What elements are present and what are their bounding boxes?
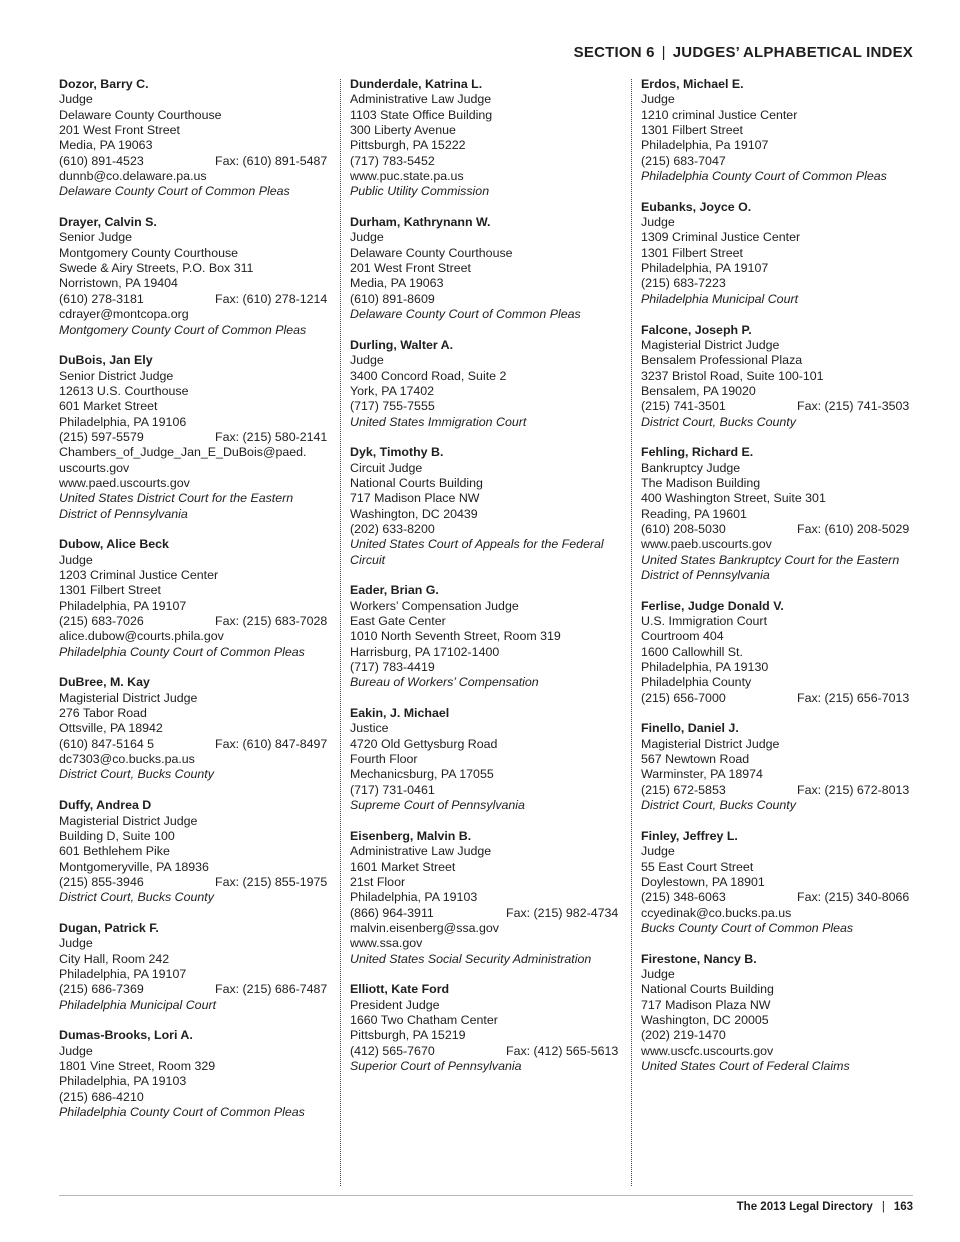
address-line: 1301 Filbert Street — [641, 245, 743, 260]
address-line: Judge — [59, 552, 93, 567]
address-line: Montgomery County Courthouse — [59, 245, 239, 260]
address-line: Bensalem Professional Plaza — [641, 353, 803, 368]
phone-row — [59, 1090, 334, 1105]
court-name: Delaware County Court of Common Pleas — [59, 184, 290, 199]
judge-entry — [641, 829, 916, 936]
address-line: Justice — [350, 721, 389, 736]
phone-number: (717) 731-0461 — [350, 782, 435, 797]
phone-number: (215) 683-7047 — [641, 153, 726, 168]
fax-number: Fax: (610) 208-5029 — [797, 521, 910, 536]
contact-line: www.paeb.uscourts.gov — [641, 537, 772, 552]
address-line: 1203 Criminal Justice Center — [59, 568, 219, 582]
phone-row — [59, 154, 334, 169]
fax-number: Fax: (215) 656-7013 — [797, 690, 910, 705]
address-line: City Hall, Room 242 — [59, 951, 170, 966]
address-line: Philadelphia, PA 19107 — [59, 598, 187, 613]
address-line: U.S. Immigration Court — [641, 614, 768, 629]
judge-entry — [350, 829, 625, 967]
address-line: Harrisburg, PA 17102-1400 — [350, 644, 500, 659]
court-name: District Court, Bucks County — [59, 767, 214, 782]
phone-row — [350, 783, 625, 798]
address-line: Swede & Airy Streets, P.O. Box 311 — [59, 261, 254, 276]
fax-number: Fax: (215) 340-8066 — [797, 890, 910, 905]
court-name: District Court, Bucks County — [641, 798, 796, 813]
court-name: Superior Court of Pennsylvania — [350, 1059, 522, 1073]
judge-name: Eakin, J. Michael — [350, 706, 450, 721]
address-line: Philadelphia, PA 19130 — [641, 660, 769, 675]
address-line: 12613 U.S. Courthouse — [59, 383, 189, 398]
phone-row — [350, 522, 625, 537]
judge-name: Eisenberg, Malvin B. — [350, 828, 472, 843]
fax-number: Fax: (215) 672-8013 — [797, 782, 910, 797]
judge-name: Finello, Daniel J. — [641, 721, 739, 736]
judge-entry — [350, 445, 625, 568]
section-label: SECTION 6 — [573, 44, 655, 61]
address-line: Magisterial District Judge — [59, 690, 198, 705]
phone-row — [59, 614, 334, 629]
judge-entry — [59, 1028, 334, 1120]
judge-entry — [641, 445, 916, 583]
judge-name: Duffy, Andrea D — [59, 798, 152, 813]
court-name: United States Immigration Court — [350, 414, 527, 429]
court-name: United States Court of Federal Claims — [641, 1059, 850, 1073]
address-line: Norristown, PA 19404 — [59, 276, 178, 291]
address-line: 567 Newtown Road — [641, 752, 750, 767]
address-line: Workers’ Compensation Judge — [350, 598, 519, 613]
court-name: Supreme Court of Pennsylvania — [350, 798, 525, 813]
judge-entry — [59, 353, 334, 522]
judge-entry — [350, 338, 625, 430]
address-line: Judge — [350, 353, 384, 368]
address-line: 1103 State Office Building — [350, 107, 493, 122]
address-line: Media, PA 19063 — [350, 276, 444, 291]
fax-number: Fax: (215) 855-1975 — [215, 874, 328, 889]
address-line: 1601 Market Street — [350, 859, 456, 874]
phone-row — [59, 875, 334, 890]
phone-row — [59, 982, 334, 997]
judge-name: Eubanks, Joyce O. — [641, 199, 752, 214]
phone-row — [641, 522, 916, 537]
address-line: Judge — [641, 92, 675, 107]
fax-number: Fax: (412) 565-5613 — [506, 1043, 619, 1058]
directory-column-1 — [59, 77, 334, 1136]
fax-number: Fax: (610) 278-1214 — [215, 291, 328, 306]
address-line: Judge — [641, 844, 675, 859]
section-header — [574, 44, 913, 61]
judge-name: Durling, Walter A. — [350, 337, 454, 352]
address-line: Mechanicsburg, PA 17055 — [350, 767, 494, 782]
phone-row — [59, 737, 334, 752]
judge-entry — [641, 721, 916, 813]
address-line: 201 West Front Street — [59, 123, 180, 138]
address-line: Administrative Law Judge — [350, 92, 492, 107]
judge-name: Dumas-Brooks, Lori A. — [59, 1028, 193, 1043]
judge-name: Dyk, Timothy B. — [350, 445, 444, 460]
judge-entry — [641, 952, 916, 1075]
phone-number: (215) 686-4210 — [59, 1089, 144, 1104]
judge-entry — [350, 583, 625, 690]
phone-number: (610) 208-5030 — [641, 521, 726, 536]
section-title: JUDGES’ ALPHABETICAL INDEX — [672, 44, 913, 61]
address-line: 201 West Front Street — [350, 261, 471, 276]
court-name: United States Court of Appeals for the Federal Circuit — [350, 537, 604, 567]
address-line: Magisterial District Judge — [641, 337, 780, 352]
judge-entry — [59, 77, 334, 200]
phone-row — [641, 276, 916, 291]
court-name: Bucks County Court of Common Pleas — [641, 920, 854, 935]
address-line: President Judge — [350, 997, 440, 1012]
judge-entry — [641, 77, 916, 184]
phone-number: (215) 683-7223 — [641, 276, 726, 291]
phone-number: (215) 348-6063 — [641, 890, 726, 905]
phone-number: (866) 964-3911 — [350, 905, 434, 920]
judge-name: Finley, Jeffrey L. — [641, 828, 738, 843]
phone-number: (717) 755-7555 — [350, 399, 435, 414]
court-name: District Court, Bucks County — [59, 890, 214, 905]
footer-separator: | — [881, 1201, 885, 1213]
contact-line: uscourts.gov — [59, 460, 130, 475]
footer-rule — [59, 1195, 913, 1196]
address-line: Fourth Floor — [350, 752, 418, 767]
phone-number: (215) 686-7369 — [59, 982, 144, 997]
address-line: Doylestown, PA 18901 — [641, 874, 765, 889]
phone-row — [641, 154, 916, 169]
judge-name: Dubow, Alice Beck — [59, 537, 169, 552]
page-footer — [737, 1201, 913, 1213]
address-line: 1309 Criminal Justice Center — [641, 230, 801, 245]
phone-row — [641, 783, 916, 798]
contact-line: cdrayer@montcopa.org — [59, 307, 189, 322]
phone-number: (717) 783-4419 — [350, 660, 435, 675]
address-line: 717 Madison Place NW — [350, 491, 480, 506]
address-line: 1010 North Seventh Street, Room 319 — [350, 629, 561, 644]
address-line: 300 Liberty Avenue — [350, 123, 456, 138]
judge-entry — [350, 982, 625, 1074]
address-line: Reading, PA 19601 — [641, 506, 747, 521]
address-line: Courtroom 404 — [641, 629, 724, 644]
address-line: Philadelphia, PA 19103 — [350, 890, 478, 905]
phone-row — [350, 660, 625, 675]
phone-number: (717) 783-5452 — [350, 153, 435, 168]
contact-line: www.paed.uscourts.gov — [59, 475, 190, 490]
judge-entry — [59, 798, 334, 905]
phone-number: (610) 847-5164 5 — [59, 736, 155, 751]
phone-row — [350, 906, 625, 921]
phone-number: (610) 278-3181 — [59, 291, 144, 306]
address-line: 276 Tabor Road — [59, 706, 147, 721]
address-line: Magisterial District Judge — [59, 813, 198, 828]
court-name: Bureau of Workers’ Compensation — [350, 675, 539, 690]
address-line: Philadelphia, PA 19107 — [59, 966, 187, 981]
address-line: East Gate Center — [350, 614, 446, 629]
judge-entry — [59, 921, 334, 1013]
address-line: Ottsville, PA 18942 — [59, 721, 163, 736]
court-name: Philadelphia Municipal Court — [641, 291, 799, 306]
address-line: Washington, DC 20439 — [350, 506, 478, 521]
address-line: National Courts Building — [350, 475, 483, 490]
court-name: United States Bankruptcy Court for the Eastern District of Pennsylvania — [641, 552, 900, 582]
judge-entry — [350, 77, 625, 200]
judge-name: Erdos, Michael E. — [641, 77, 744, 91]
fax-number: Fax: (215) 580-2141 — [215, 429, 328, 444]
phone-row — [350, 399, 625, 414]
court-name: Delaware County Court of Common Pleas — [350, 307, 581, 322]
address-line: 717 Madison Plaza NW — [641, 997, 771, 1012]
phone-number: (202) 219-1470 — [641, 1028, 726, 1043]
address-line: Media, PA 19063 — [59, 138, 153, 153]
address-line: York, PA 17402 — [350, 383, 435, 398]
court-name: Public Utility Commission — [350, 184, 490, 199]
address-line: Circuit Judge — [350, 460, 423, 475]
address-line: Philadelphia, PA 19106 — [59, 414, 187, 429]
address-line: Philadelphia County — [641, 675, 752, 690]
phone-number: (610) 891-4523 — [59, 153, 144, 168]
judge-name: Eader, Brian G. — [350, 583, 439, 598]
address-line: Pittsburgh, PA 15219 — [350, 1028, 466, 1043]
page-number: 163 — [893, 1201, 913, 1213]
address-line: Administrative Law Judge — [350, 844, 492, 859]
address-line: Philadelphia, Pa 19107 — [641, 138, 769, 153]
publication-title: The 2013 Legal Directory — [736, 1201, 873, 1213]
judge-name: Dugan, Patrick F. — [59, 920, 159, 935]
court-name: Philadelphia County Court of Common Pleas — [59, 644, 305, 659]
address-line: Judge — [641, 215, 675, 230]
address-line: Bensalem, PA 19020 — [641, 383, 756, 398]
address-line: 3400 Concord Road, Suite 2 — [350, 368, 507, 383]
judge-name: Falcone, Joseph P. — [641, 322, 752, 337]
address-line: Pittsburgh, PA 15222 — [350, 138, 466, 153]
phone-number: (215) 597-5579 — [59, 429, 144, 444]
address-line: Senior Judge — [59, 230, 133, 245]
phone-number: (215) 656-7000 — [641, 690, 726, 705]
address-line: Philadelphia, PA 19107 — [641, 261, 769, 276]
phone-row — [350, 154, 625, 169]
address-line: Judge — [59, 936, 93, 951]
fax-number: Fax: (215) 683-7028 — [215, 614, 328, 629]
fax-number: Fax: (215) 741-3503 — [797, 399, 910, 414]
judge-entry — [350, 215, 625, 322]
contact-line: www.puc.state.pa.us — [350, 169, 464, 184]
judge-entry — [641, 599, 916, 706]
judge-name: Dunderdale, Katrina L. — [350, 77, 483, 91]
judge-entry — [641, 323, 916, 430]
court-name: Philadelphia Municipal Court — [59, 997, 217, 1012]
phone-row — [641, 890, 916, 905]
address-line: Judge — [350, 230, 384, 245]
phone-row — [641, 691, 916, 706]
address-line: Judge — [59, 92, 93, 107]
fax-number: Fax: (610) 847-8497 — [215, 736, 328, 751]
column-divider — [340, 79, 341, 1186]
court-name: United States Social Security Administration — [350, 951, 592, 966]
address-line: 601 Bethlehem Pike — [59, 844, 170, 859]
address-line: 21st Floor — [350, 874, 406, 889]
fax-number: Fax: (215) 982-4734 — [506, 905, 619, 920]
phone-number: (215) 741-3501 — [641, 399, 726, 414]
directory-column-3 — [641, 77, 916, 1090]
directory-column-2 — [350, 77, 625, 1090]
phone-number: (202) 633-8200 — [350, 521, 435, 536]
judge-entry — [59, 537, 334, 660]
court-name: United States District Court for the Eastern District of Pennsylvania — [59, 491, 294, 521]
phone-number: (215) 855-3946 — [59, 874, 144, 889]
address-line: National Courts Building — [641, 982, 774, 997]
court-name: Montgomery County Court of Common Pleas — [59, 322, 307, 337]
address-line: Washington, DC 20005 — [641, 1012, 769, 1027]
address-line: Delaware County Courthouse — [59, 107, 222, 122]
address-line: Judge — [641, 966, 675, 981]
address-line: Delaware County Courthouse — [350, 245, 513, 260]
address-line: 1301 Filbert Street — [641, 123, 743, 138]
address-line: 1210 criminal Justice Center — [641, 107, 798, 122]
judge-name: DuBois, Jan Ely — [59, 353, 153, 368]
judge-name: Elliott, Kate Ford — [350, 982, 450, 997]
contact-line: alice.dubow@courts.phila.gov — [59, 629, 224, 644]
address-line: 1660 Two Chatham Center — [350, 1012, 498, 1027]
address-line: Montgomeryville, PA 18936 — [59, 859, 209, 874]
judge-entry — [641, 200, 916, 307]
phone-row — [59, 292, 334, 307]
address-line: Warminster, PA 18974 — [641, 767, 763, 782]
judge-name: Ferlise, Judge Donald V. — [641, 598, 784, 613]
address-line: Judge — [59, 1043, 93, 1058]
phone-row — [350, 292, 625, 307]
fax-number: Fax: (610) 891-5487 — [215, 153, 328, 168]
address-line: 55 East Court Street — [641, 859, 754, 874]
court-name: Philadelphia County Court of Common Pleas — [59, 1105, 305, 1120]
judge-name: Drayer, Calvin S. — [59, 215, 157, 230]
court-name: District Court, Bucks County — [641, 414, 796, 429]
contact-line: Chambers_of_Judge_Jan_E_DuBois@paed. — [59, 445, 307, 460]
phone-number: (215) 683-7026 — [59, 614, 144, 629]
contact-line: malvin.eisenberg@ssa.gov — [350, 920, 499, 935]
phone-number: (412) 565-7670 — [350, 1043, 435, 1058]
address-line: 1301 Filbert Street — [59, 583, 161, 598]
address-line: 601 Market Street — [59, 399, 158, 414]
address-line: Bankruptcy Judge — [641, 460, 741, 475]
address-line: The Madison Building — [641, 475, 761, 490]
contact-line: www.uscfc.uscourts.gov — [641, 1043, 774, 1058]
judge-name: Durham, Kathrynann W. — [350, 215, 491, 230]
judge-name: DuBree, M. Kay — [59, 675, 150, 690]
judge-entry — [59, 215, 334, 338]
phone-number: (610) 891-8609 — [350, 291, 435, 306]
judge-name: Dozor, Barry C. — [59, 77, 149, 91]
address-line: Senior District Judge — [59, 368, 174, 383]
fax-number: Fax: (215) 686-7487 — [215, 982, 328, 997]
judge-name: Firestone, Nancy B. — [641, 951, 757, 966]
address-line: Building D, Suite 100 — [59, 828, 175, 843]
address-line: 1801 Vine Street, Room 329 — [59, 1059, 216, 1073]
phone-row — [59, 430, 334, 445]
judge-entry — [59, 675, 334, 782]
address-line: Philadelphia, PA 19103 — [59, 1074, 187, 1089]
contact-line: www.ssa.gov — [350, 936, 423, 951]
phone-number: (215) 672-5853 — [641, 782, 726, 797]
judge-entry — [350, 706, 625, 813]
contact-line: ccyedinak@co.bucks.pa.us — [641, 905, 792, 920]
address-line: 4720 Old Gettysburg Road — [350, 736, 498, 751]
phone-row — [350, 1044, 625, 1059]
address-line: 400 Washington Street, Suite 301 — [641, 491, 826, 506]
address-line: 3237 Bristol Road, Suite 100-101 — [641, 368, 824, 383]
contact-line: dunnb@co.delaware.pa.us — [59, 169, 207, 184]
column-divider — [631, 79, 632, 1186]
judge-name: Fehling, Richard E. — [641, 445, 754, 460]
header-separator: | — [661, 44, 666, 61]
address-line: 1600 Callowhill St. — [641, 644, 743, 659]
address-line: Magisterial District Judge — [641, 736, 780, 751]
court-name: Philadelphia County Court of Common Pleas — [641, 169, 887, 184]
contact-line: dc7303@co.bucks.pa.us — [59, 752, 195, 767]
phone-row — [641, 399, 916, 414]
phone-row — [641, 1028, 916, 1043]
